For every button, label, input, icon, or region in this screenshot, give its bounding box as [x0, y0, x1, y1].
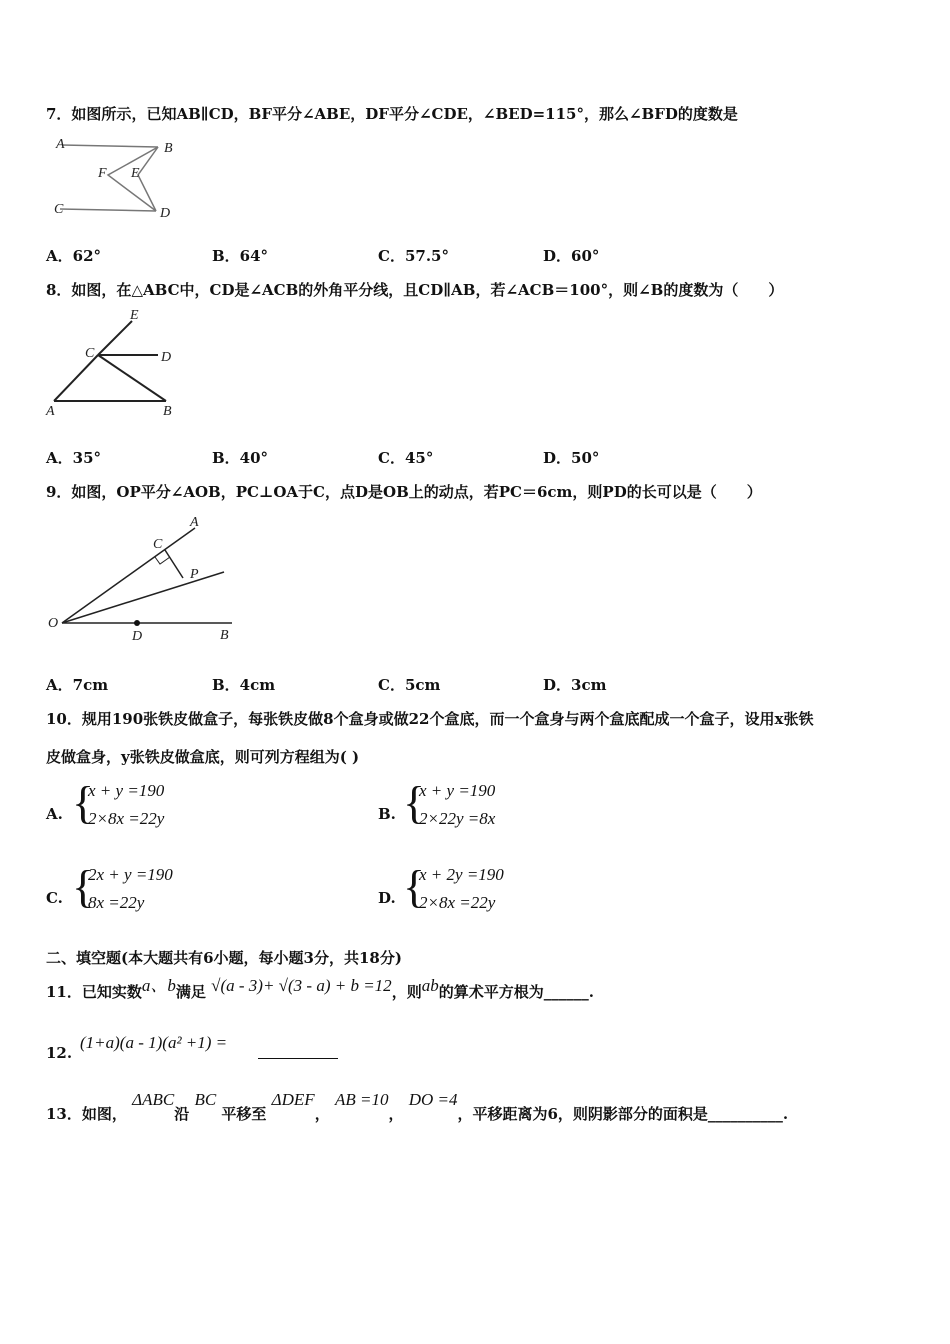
q9-label-A: A	[190, 515, 199, 530]
q13-line	[46, 1090, 789, 1124]
q11-line	[46, 977, 594, 1002]
q9-option-d[interactable]: D．3cm	[543, 676, 607, 694]
q7-label-D: D	[160, 206, 171, 221]
q12-answer-blank[interactable]	[258, 1044, 338, 1059]
q13-tri2: ΔDEF	[271, 1090, 315, 1109]
q10-option-b-brace: {	[403, 777, 426, 828]
q10-option-b-label[interactable]: B.	[378, 805, 396, 823]
q11-formula-a: √(a - 3)	[211, 976, 263, 995]
q7-text: 7．如图所示，已知AB∥CD，BF平分∠ABE，DF平分∠CDE，∠BED=115°，那么∠BFD的度数是	[46, 105, 738, 123]
q12-number: 12.	[46, 1044, 73, 1062]
q10-option-c-system[interactable]	[88, 861, 173, 917]
q9-text: 9．如图，OP平分∠AOB，PC⊥OA于C，点D是OB上的动点，若PC＝6cm，则PD的长可以是（ ）	[46, 483, 762, 501]
q13-suffix: ，平移距离为6，则阴影部分的面积是__________.	[457, 1105, 789, 1123]
q10-option-d-system[interactable]	[419, 861, 504, 917]
q13-bc: BC	[194, 1090, 217, 1109]
q9-label-B: B	[220, 628, 229, 643]
q8-figure	[40, 305, 190, 420]
q9-figure	[40, 510, 240, 645]
q12-formula: (1+a)(a - 1)(a² +1) =	[80, 1033, 228, 1052]
q8-label-E: E	[130, 308, 139, 323]
q10-line1: 10．规用190张铁皮做盒子，每张铁皮做8个盒身或做22个盒底，而一个盒身与两个盒底配成一个盒子，设用x张铁	[46, 710, 814, 728]
q9-label-O: O	[48, 616, 59, 631]
q11-prefix: 11．已知实数	[46, 983, 142, 1001]
q13-move: 平移至	[221, 1105, 267, 1123]
q7-option-b[interactable]: B．64°	[212, 247, 269, 265]
q13-ab: AB =10	[334, 1090, 389, 1109]
q8-label-D: D	[161, 350, 172, 365]
q7-label-E: E	[131, 166, 140, 181]
q7-label-F: F	[98, 166, 107, 181]
q13-comma1: ，	[314, 1105, 330, 1123]
q11-ab: ab	[421, 976, 439, 995]
q8-option-c[interactable]: C．45°	[378, 449, 434, 467]
q8-option-b[interactable]: B．40°	[212, 449, 269, 467]
q8-label-C: C	[85, 346, 95, 361]
q13-tri1: ΔABC	[132, 1090, 175, 1109]
q10-line2: 皮做盒身，y张铁皮做盒底，则可列方程组为( )	[46, 748, 360, 766]
q10-option-b-system[interactable]	[419, 777, 495, 833]
q9-label-D: D	[132, 629, 143, 644]
q10-option-d-brace: {	[403, 861, 426, 912]
q8-text: 8．如图，在△ABC中，CD是∠ACB的外角平分线，且CD∥AB，若∠ACB＝100°，则∠B的度数为（ ）	[46, 281, 784, 299]
q9-label-P: P	[190, 567, 199, 582]
q10-option-a-eq2: 2×8x =22y	[88, 809, 165, 828]
q10-option-c-label[interactable]: C.	[46, 889, 63, 907]
q10-option-b-eq2: 2×22y =8x	[419, 809, 496, 828]
q10-option-a-system[interactable]	[88, 777, 164, 833]
q9-option-a[interactable]: A．7cm	[46, 676, 109, 694]
q10-option-c-eq1: 2x + y =190	[88, 865, 173, 884]
q13-do: DO =4	[408, 1090, 458, 1109]
q13-along: 沿	[174, 1105, 190, 1123]
section2-title: 二、填空题(本大题共有6小题，每小题3分，共18分)	[46, 949, 402, 967]
q10-option-a-brace: {	[72, 777, 95, 828]
q11-mid: 满足	[175, 983, 206, 1001]
q11-vars: a、b	[141, 976, 176, 995]
q9-label-C: C	[153, 537, 163, 552]
q8-label-B: B	[163, 404, 172, 419]
q10-option-a-eq1: x + y =190	[88, 781, 165, 800]
q7-label-A: A	[56, 137, 65, 152]
q9-option-b[interactable]: B．4cm	[212, 676, 276, 694]
q7-option-c[interactable]: C．57.5°	[378, 247, 449, 265]
q10-option-d-label[interactable]: D.	[378, 889, 396, 907]
q10-option-b-eq1: x + y =190	[419, 781, 496, 800]
q7-label-B: B	[164, 141, 173, 156]
q8-option-d[interactable]: D．50°	[543, 449, 600, 467]
q8-option-a[interactable]: A．35°	[46, 449, 102, 467]
q8-label-A: A	[46, 404, 55, 419]
q7-figure	[48, 135, 188, 225]
q10-option-a-label[interactable]: A.	[46, 805, 63, 823]
q9-option-c[interactable]: C．5cm	[378, 676, 441, 694]
q7-option-a[interactable]: A．62°	[46, 247, 102, 265]
q11-suffix: 的算术平方根为______.	[438, 983, 594, 1001]
q10-option-c-eq2: 8x =22y	[88, 893, 145, 912]
q11-after: ，则	[391, 983, 422, 1001]
q10-option-c-brace: {	[72, 861, 95, 912]
q10-option-d-eq2: 2×8x =22y	[419, 893, 496, 912]
q10-option-d-eq1: x + 2y =190	[419, 865, 504, 884]
q13-comma2: ，	[388, 1105, 404, 1123]
q13-prefix: 13．如图，	[46, 1105, 127, 1123]
q7-option-d[interactable]: D．60°	[543, 247, 600, 265]
q11-formula-b: + √(3 - a) + b =12	[262, 976, 392, 995]
q7-label-C: C	[54, 202, 64, 217]
